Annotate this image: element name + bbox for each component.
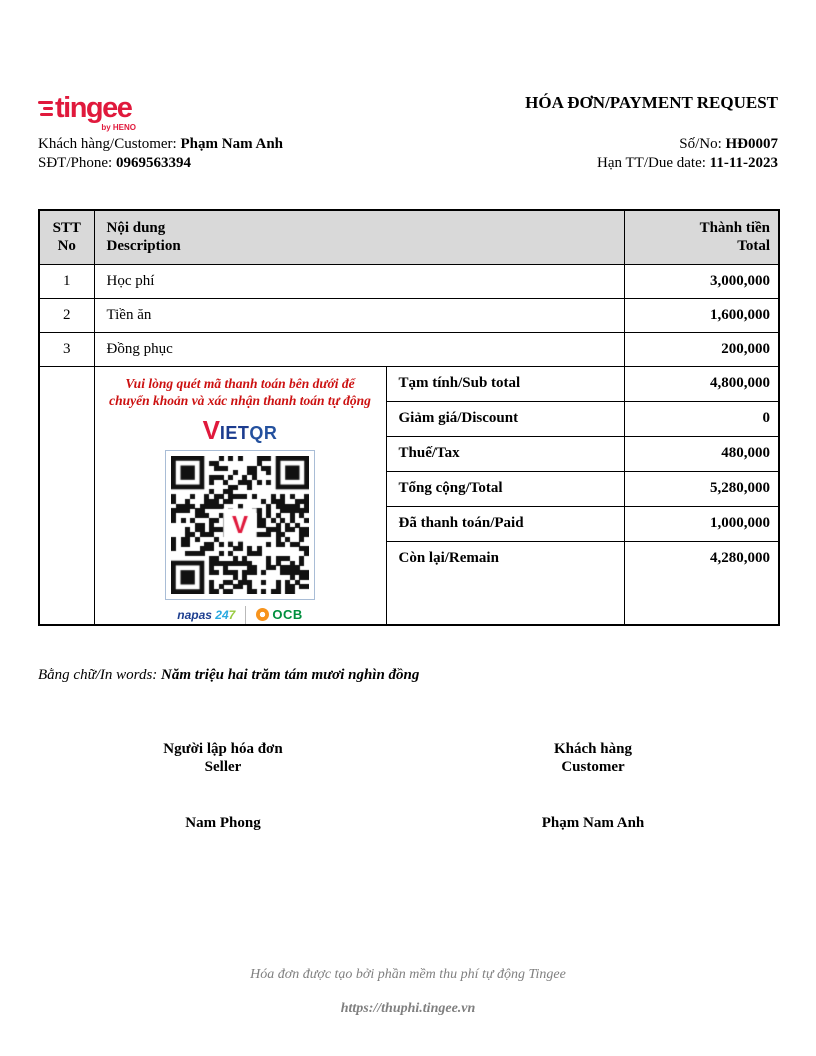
- customer-name: Phạm Nam Anh: [180, 136, 284, 152]
- divider: [245, 606, 246, 624]
- logo-byline: by HENO: [101, 123, 136, 132]
- invoice-number-line: [525, 135, 778, 154]
- seller-signature-block: [38, 740, 408, 833]
- vietqr-logo: VIETQR: [202, 414, 278, 445]
- invoice-table: [38, 209, 780, 626]
- in-words-label: Bằng chữ/In words:: [38, 666, 158, 683]
- summary-value: 5,280,000: [624, 471, 779, 506]
- item-description: Đồng phục: [94, 332, 624, 366]
- customer-line: [38, 135, 468, 154]
- customer-signature-name: Phạm Nam Anh: [541, 814, 645, 831]
- tingee-logo: [38, 93, 138, 135]
- in-words-value: Năm triệu hai trăm tám mươi nghìn đồng: [161, 666, 420, 683]
- item-amount: 3,000,000: [624, 264, 779, 298]
- napas-247-logo: napas 247: [177, 607, 236, 622]
- table-header-row: [39, 210, 779, 264]
- page-footer: [0, 965, 816, 1019]
- summary-value: 4,280,000: [624, 541, 779, 576]
- invoice-header: [38, 93, 778, 172]
- summary-value: 4,800,000: [624, 366, 779, 401]
- due-date-line: [525, 154, 778, 173]
- invoice-number-value: HĐ0007: [725, 136, 778, 152]
- logo-speed-lines-icon: [38, 101, 53, 116]
- empty-index-cell: [39, 366, 94, 625]
- due-date-label: Hạn TT/Due date:: [597, 154, 706, 171]
- phone-line: [38, 154, 468, 173]
- customer-title-en: Customer: [561, 759, 625, 775]
- payment-qr-cell: [94, 366, 386, 625]
- summary-label: Tổng cộng/Total: [386, 471, 624, 506]
- summary-label: Tạm tính/Sub total: [386, 366, 624, 401]
- customer-label: Khách hàng/Customer:: [38, 136, 177, 152]
- signature-section: [38, 740, 778, 833]
- qr-code: [165, 450, 315, 600]
- header-left: [38, 93, 468, 172]
- customer-signature-block: [408, 740, 778, 833]
- header-right: [525, 93, 778, 172]
- document-title: HÓA ĐƠN/PAYMENT REQUEST: [525, 93, 778, 112]
- amount-in-words: [38, 666, 778, 684]
- footer-url-link[interactable]: https://thuphi.tingee.vn: [340, 1001, 476, 1016]
- seller-title-vi: Người lập hóa đơn: [163, 740, 283, 757]
- due-date-value: 11-11-2023: [709, 154, 778, 171]
- item-no: 2: [39, 298, 94, 332]
- ocb-bank-logo: OCB: [256, 607, 302, 622]
- table-row: [39, 332, 779, 366]
- qr-code-canvas: [171, 456, 309, 594]
- phone-value: 0969563394: [115, 154, 191, 171]
- summary-label: Giảm giá/Discount: [386, 401, 624, 436]
- summary-value: 1,000,000: [624, 506, 779, 541]
- header-cell-no: STT No: [39, 210, 94, 264]
- customer-title-vi: Khách hàng: [554, 740, 632, 757]
- item-no: 3: [39, 332, 94, 366]
- payment-partners: [95, 606, 386, 624]
- footer-note: Hóa đơn được tạo bởi phần mềm thu phí tự động Tingee: [250, 967, 566, 982]
- table-row: [39, 264, 779, 298]
- phone-label: SĐT/Phone:: [38, 154, 113, 171]
- seller-name: Nam Phong: [185, 814, 261, 831]
- seller-title-en: Seller: [204, 759, 242, 775]
- item-amount: 1,600,000: [624, 298, 779, 332]
- table-row: [39, 298, 779, 332]
- summary-row: [39, 366, 779, 401]
- summary-label: Đã thanh toán/Paid: [386, 506, 624, 541]
- invoice-number-label: Số/No:: [679, 136, 722, 152]
- ocb-circle-icon: [256, 608, 269, 621]
- summary-label: Còn lại/Remain: [386, 541, 624, 576]
- item-description: Học phí: [94, 264, 624, 298]
- summary-value: 0: [624, 401, 779, 436]
- qr-instruction: Vui lòng quét mã thanh toán bên dưới để chuyển khoản và xác nhận thanh toán tự động: [109, 375, 371, 408]
- item-description: Tiền ăn: [94, 298, 624, 332]
- item-amount: 200,000: [624, 332, 779, 366]
- header-cell-description: Nội dung Description: [94, 210, 624, 264]
- item-no: 1: [39, 264, 94, 298]
- header-cell-total: Thành tiền Total: [624, 210, 779, 264]
- logo-brand-text: tingee: [55, 92, 132, 124]
- summary-value: 480,000: [624, 436, 779, 471]
- summary-label: Thuế/Tax: [386, 436, 624, 471]
